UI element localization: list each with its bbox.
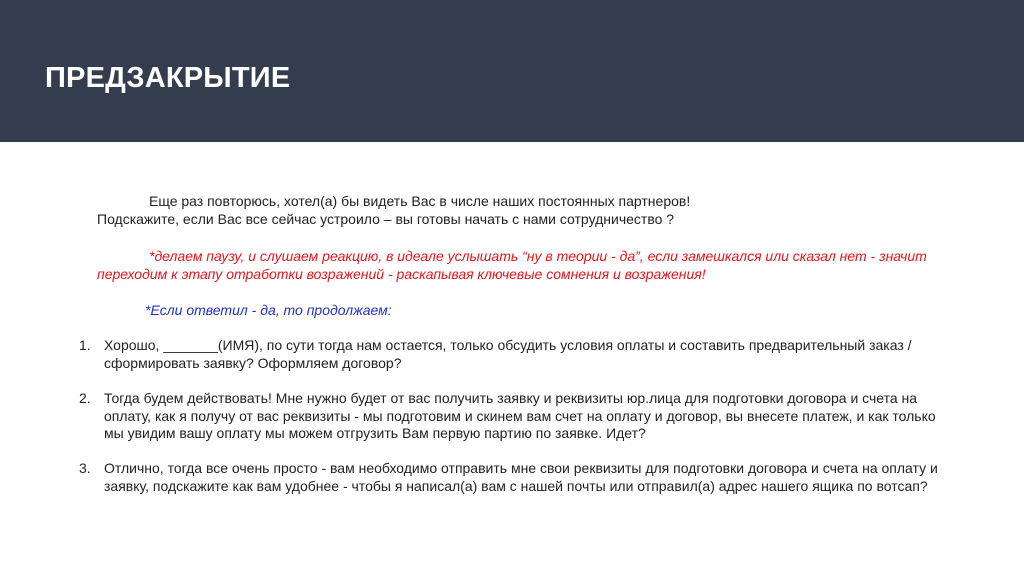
intro-line-1: Еще раз повторюсь, хотел(а) бы видеть Вас в числе наших постоянных партнеров! (149, 193, 691, 209)
slide-header (0, 0, 1024, 142)
list-item-2-line-1: Тогда будем действовать! Мне нужно будет от вас получить заявку и реквизиты юр.лица для подготовки договора и счета на (104, 390, 918, 406)
list-item-1-line-1: Хорошо, _______(ИМЯ), по сути тогда нам остается, только обсудить условия оплаты и составить предварительный заказ / (104, 337, 912, 353)
list-item-2-line-3: мы увидим вашу оплату мы можем отгрузить Вам первую партию по заявке. Идет? (104, 425, 646, 441)
blue-note: *Если ответил - да, то продолжаем: (145, 302, 392, 318)
slide-content (0, 142, 1024, 574)
list-number-2: 2. (79, 390, 91, 406)
list-number-3: 3. (79, 460, 91, 476)
list-item-3-line-1: Отлично, тогда все очень просто - вам необходимо отправить мне свои реквизиты для подготовки договора и счета на оплату и (104, 460, 938, 476)
list-item-1 (104, 337, 984, 372)
slide-title: ПРЕДЗАКРЫТИЕ (45, 62, 291, 94)
list-item-2-line-2: оплату, как я получу от вас реквизиты - мы подготовим и скинем вам счет на оплату и договор, вы внесете платеж, и как только (104, 407, 936, 424)
list-item-2 (104, 390, 984, 443)
list-item-3-line-2: заявку, подскажите как вам удобнее - чтобы я написал(а) вам с нашей почты или отправил(а) адрес нашего ящика по вотсап? (104, 477, 928, 494)
list-item-3 (104, 460, 984, 495)
red-note-line-2: переходим к этапу отработки возражений - раскапывая ключевые сомнения и возражения! (97, 266, 706, 282)
list-item-1-line-2: сформировать заявку? Оформляем договор? (104, 354, 402, 371)
intro-line-2: Подскажите, если Вас все сейчас устроило – вы готовы начать с нами сотрудничество ? (97, 211, 675, 227)
red-note-line-1: *делаем паузу, и слушаем реакцию, в идеале услышать “ну в теории - да”, если замешкался или сказал нет - значит (149, 248, 927, 264)
list-number-1: 1. (79, 337, 91, 353)
